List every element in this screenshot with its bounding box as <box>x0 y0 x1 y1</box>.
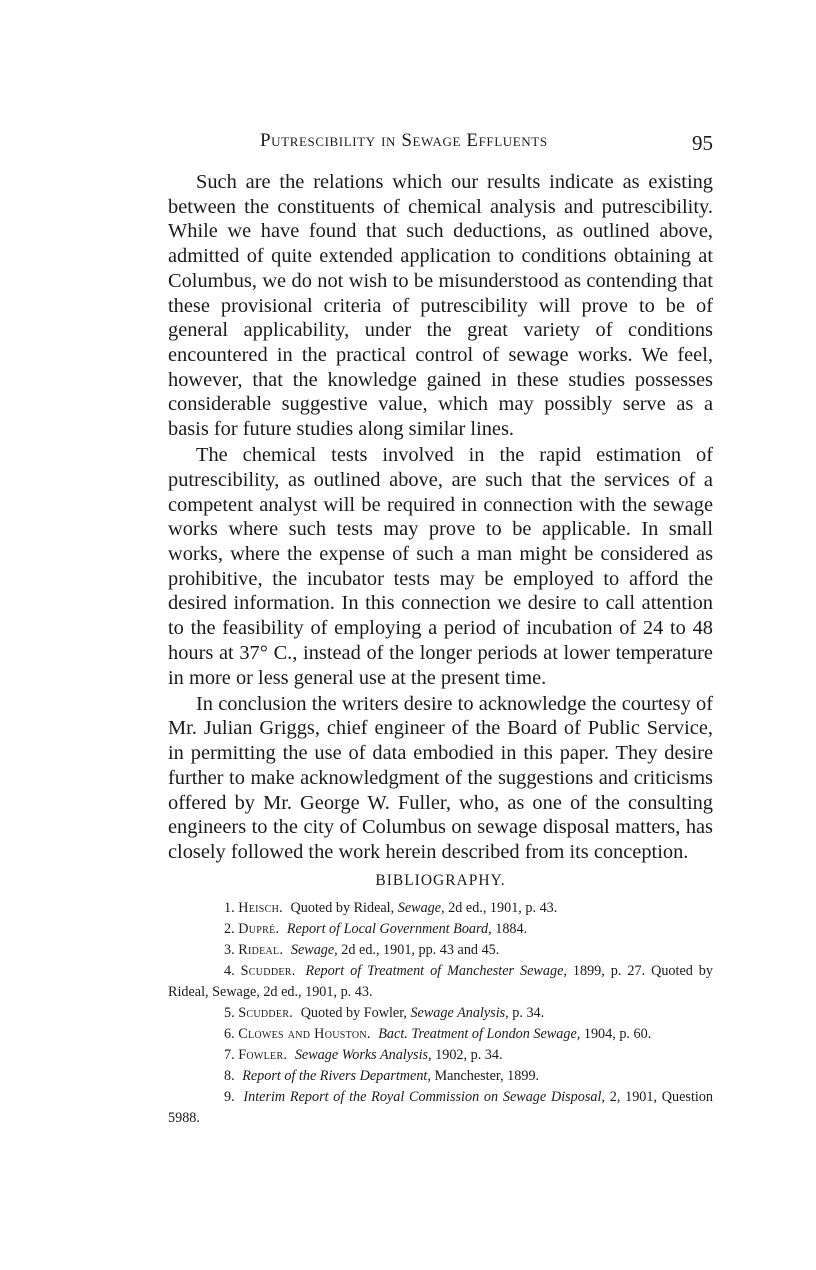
entry-author: Rideal. <box>238 942 284 958</box>
entry-pre: Quoted by Fowler, <box>300 1005 411 1021</box>
entry-pre: Quoted by Rideal, <box>290 900 398 916</box>
entry-number: 1. <box>224 900 235 916</box>
entry-post: 1902, p. 34. <box>431 1047 503 1063</box>
entry-post: Manchester, 1899. <box>430 1068 540 1084</box>
entry-number: 6. <box>224 1026 235 1042</box>
entry-post: 1899, p. 27. Quoted by Rideal, Sewage, 2d ed., 1901, p. 43. <box>168 963 713 1000</box>
entry-number: 3. <box>224 942 235 958</box>
entry-title: Sewage Analysis, <box>410 1005 509 1021</box>
entry-title: Sewage Works Analysis, <box>294 1047 432 1063</box>
bibliography-entry <box>168 961 713 1003</box>
bibliography-entry <box>168 1066 713 1087</box>
entry-number: 7. <box>224 1047 235 1063</box>
entry-post: 1904, p. 60. <box>580 1026 652 1042</box>
entry-title: Report of Local Government Board, <box>286 921 492 937</box>
entry-post: p. 34. <box>508 1005 545 1021</box>
entry-number: 2. <box>224 921 235 937</box>
paragraph: The chemical tests involved in the rapid estimation of putrescibility, as outlined above, are such that the services of a competent analyst will be required in connection with the sewage works where such tests may prove to be applicable. In small works, where the expense of such a man might be considered as prohibitive, the incubator tests may be employed to afford the desired information. In this connection we desire to call attention to the feasibility of employing a period of incubation of 24 to 48 hours at 37° C., instead of the longer periods at lower temperature in more or less general use at the present time. <box>168 444 713 689</box>
bibliography-entry <box>168 1045 713 1066</box>
entry-post: 2d ed., 1901, pp. 43 and 45. <box>337 942 500 958</box>
bibliography-entry <box>168 1003 713 1024</box>
entry-post: 1884. <box>491 921 528 937</box>
entry-author: Dupré. <box>238 921 280 937</box>
entry-author: Heisch. <box>238 900 283 916</box>
entry-post: 2, 1901, Question 5988. <box>168 1089 714 1126</box>
running-title: Putrescibility in Sewage Effluents <box>260 130 548 151</box>
bibliography-list <box>168 898 713 1129</box>
entry-title: Bact. Treatment of London Sewage, <box>378 1026 581 1042</box>
entry-number: 4. <box>224 963 235 979</box>
paragraph: Such are the relations which our results indicate as existing between the constituents of chemical analysis and putrescibility. While we have found that such deductions, as outlined above, admitted of quite extended application to conditions obtaining at Columbus, we do not wish to be misunderstood as contending that these provisional criteria of putrescibility will prove to be of general applicability, under the great variety of conditions encountered in the practical control of sewage works. We feel, however, that the knowledge gained in these studies possesses considerable suggestive value, which may possibly serve as a basis for future studies along similar lines. <box>168 171 713 441</box>
bibliography <box>168 871 713 1129</box>
bibliography-entry <box>168 919 713 940</box>
entry-title: Sewage, <box>290 942 338 958</box>
entry-author: Scudder. <box>238 1005 294 1021</box>
bibliography-entry <box>168 940 713 961</box>
bibliography-entry <box>168 1024 713 1045</box>
bibliography-entry <box>168 898 713 919</box>
entry-author: Clowes and Houston. <box>238 1026 371 1042</box>
entry-title: Report of the Rivers Department, <box>242 1068 431 1084</box>
entry-author: Scudder. <box>240 963 296 979</box>
entry-post: 2d ed., 1901, p. 43. <box>444 900 558 916</box>
entry-author: Fowler. <box>238 1047 288 1063</box>
running-head <box>168 128 713 158</box>
page-number: 95 <box>692 131 713 155</box>
entry-number: 8. <box>224 1068 235 1084</box>
entry-title: Report of Treatment of Manchester Sewage, <box>305 963 567 979</box>
entry-number: 5. <box>224 1005 235 1021</box>
paragraph: In conclusion the writers desire to acknowledge the courtesy of Mr. Julian Griggs, chief engineer of the Board of Public Service, in permitting the use of data embodied in this paper. They desire further to make acknowledgment of the suggestions and criticisms offered by Mr. George W. Fuller, who, as one of the consulting engineers to the city of Columbus on sewage disposal matters, has closely followed the work herein described from its conception. <box>168 692 713 863</box>
bibliography-entry <box>168 1087 713 1129</box>
entry-number: 9. <box>224 1089 235 1105</box>
body-text <box>168 170 713 866</box>
bibliography-heading: BIBLIOGRAPHY. <box>375 872 506 889</box>
entry-title: Sewage, <box>397 900 445 916</box>
entry-title: Interim Report of the Royal Commission on Sewage Disposal, <box>243 1089 605 1105</box>
